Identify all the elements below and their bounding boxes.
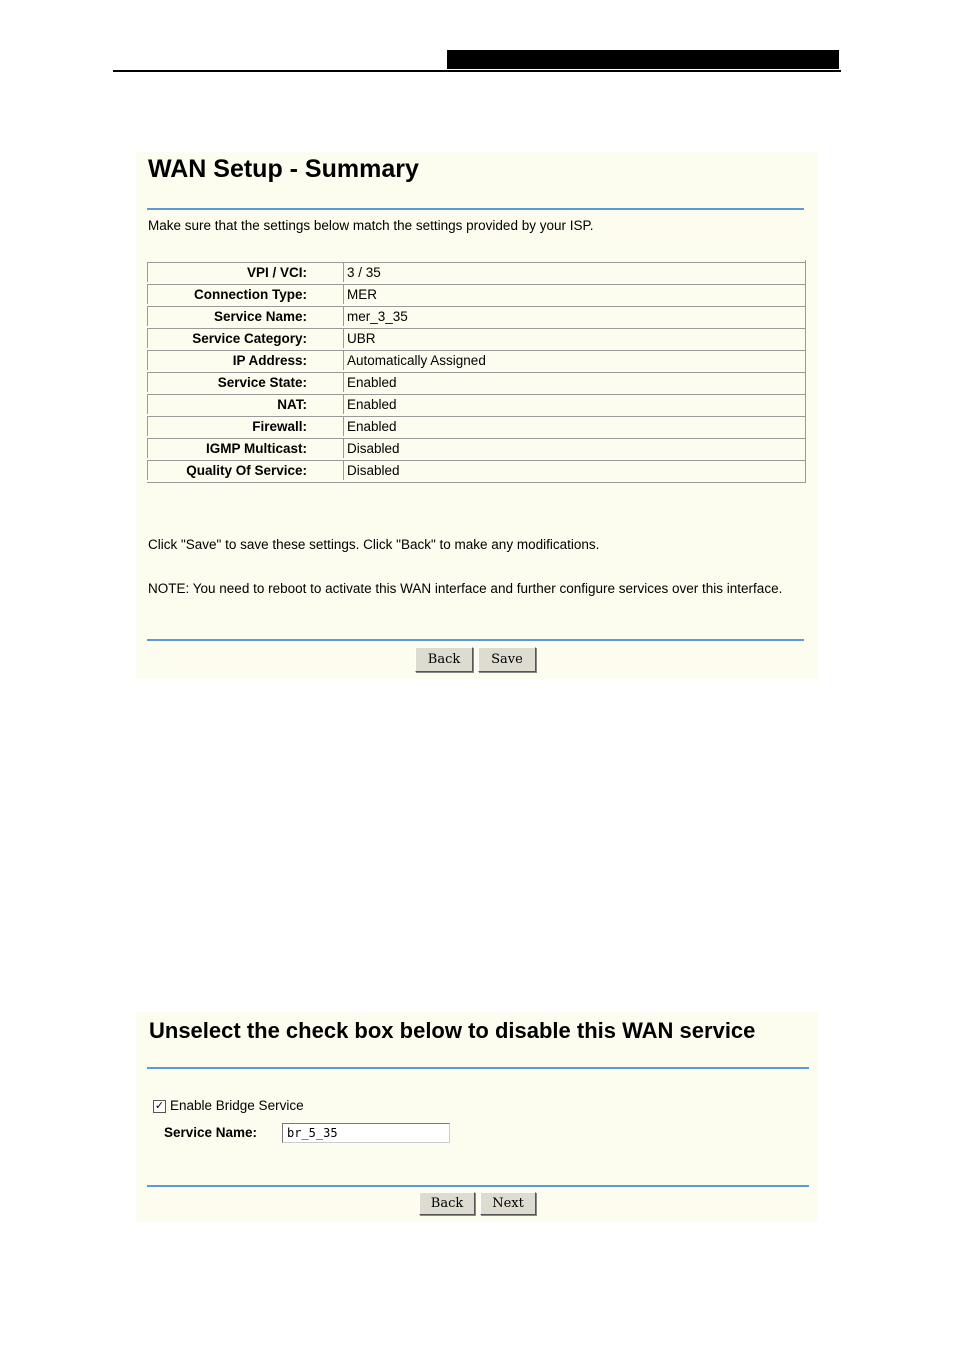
summary-row-label: Service State:: [147, 372, 343, 392]
summary-row-value: Enabled: [343, 394, 805, 414]
bridge-bottom-divider: [147, 1185, 809, 1187]
service-name-label: Service Name:: [164, 1125, 258, 1140]
bridge-title-divider: [147, 1067, 809, 1069]
intro-text: Make sure that the settings below match the settings provided by your ISP.: [148, 218, 594, 233]
enable-bridge-checkbox[interactable]: ✓: [154, 1100, 165, 1112]
summary-row-label: VPI / VCI:: [147, 262, 343, 282]
summary-row-value: Enabled: [343, 416, 805, 436]
summary-row-value: Disabled: [343, 438, 805, 458]
summary-row: [147, 350, 805, 370]
instruction-text: Click "Save" to save these settings. Click "Back" to make any modifications.: [148, 537, 600, 552]
summary-row-label: IGMP Multicast:: [147, 438, 343, 458]
title-divider: [147, 208, 804, 210]
bridge-service-panel: [136, 1012, 818, 1222]
summary-row: [147, 394, 805, 414]
save-button[interactable]: Save: [478, 647, 536, 672]
summary-row-value: 3 / 35: [343, 262, 805, 282]
header-rule: [113, 70, 841, 72]
summary-row-label: Quality Of Service:: [147, 460, 343, 480]
wan-summary-panel: [136, 152, 818, 679]
next-button[interactable]: Next: [480, 1192, 536, 1215]
summary-row-label: Service Name:: [147, 306, 343, 326]
summary-row-label: Firewall:: [147, 416, 343, 436]
enable-bridge-label: Enable Bridge Service: [170, 1098, 304, 1113]
summary-row: [147, 460, 805, 480]
summary-row-label: Connection Type:: [147, 284, 343, 304]
bottom-divider: [147, 639, 804, 641]
header-black-bar: [447, 50, 839, 69]
summary-row: [147, 262, 805, 282]
summary-row: [147, 306, 805, 326]
page-title: WAN Setup - Summary: [148, 155, 419, 183]
summary-row-value: Automatically Assigned: [343, 350, 805, 370]
summary-row-label: IP Address:: [147, 350, 343, 370]
back-button[interactable]: Back: [415, 647, 473, 672]
summary-row-value: MER: [343, 284, 805, 304]
summary-row-label: NAT:: [147, 394, 343, 414]
summary-row: [147, 438, 805, 458]
summary-row-label: Service Category:: [147, 328, 343, 348]
summary-row-value: Enabled: [343, 372, 805, 392]
summary-row: [147, 372, 805, 392]
summary-table: [147, 260, 806, 483]
summary-row: [147, 416, 805, 436]
summary-row: [147, 284, 805, 304]
summary-row: [147, 328, 805, 348]
summary-row-value: UBR: [343, 328, 805, 348]
service-name-input[interactable]: br_5_35: [282, 1123, 450, 1143]
summary-row-value: Disabled: [343, 460, 805, 480]
summary-row-value: mer_3_35: [343, 306, 805, 326]
bridge-back-button[interactable]: Back: [419, 1192, 475, 1215]
bridge-title: Unselect the check box below to disable this WAN service: [149, 1018, 756, 1043]
note-text: NOTE: You need to reboot to activate this WAN interface and further configure services over this interface.: [148, 581, 783, 596]
